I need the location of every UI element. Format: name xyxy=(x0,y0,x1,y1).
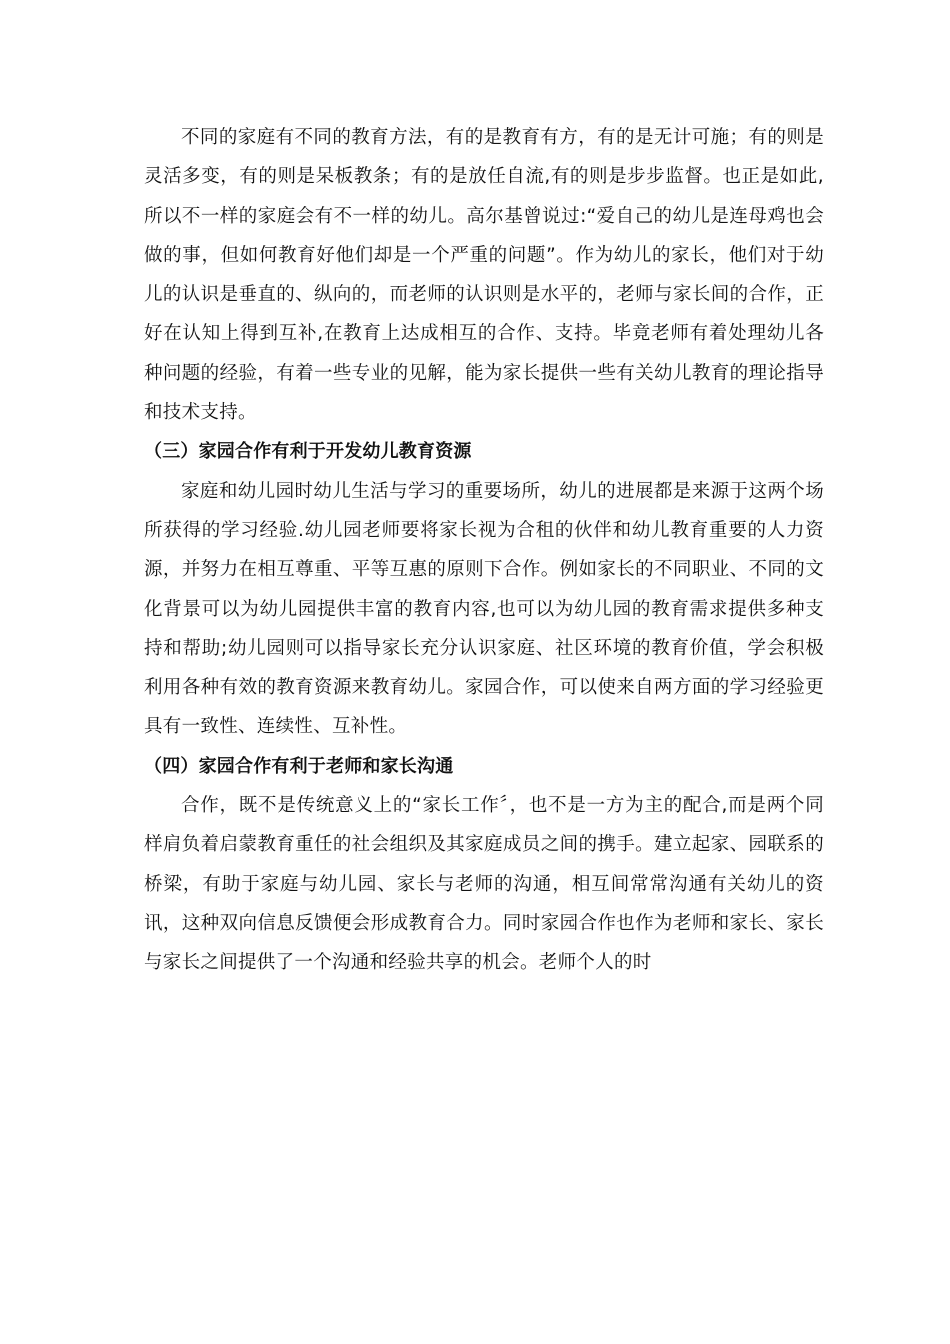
paragraph-family-education-methods: 不同的家庭有不同的教育方法，有的是教育有方，有的是无计可施；有的则是灵活多变，有的则是呆板教条；有的是放任自流,有的则是步步监督。也正是如此,所以不一样的家庭会有不一样的幼儿。高尔基曾说过:“爱自己的幼儿是连母鸡也会做的事，但如何教育好他们却是一个严重的问题”。作为幼儿的家长，他们对于幼儿的认识是垂直的、纵向的，而老师的认识则是水平的，老师与家长间的合作，正好在认知上得到互补,在教育上达成相互的合作、支持。毕竟老师有着处理幼儿各种问题的经验，有着一些专业的见解，能为家长提供一些有关幼儿教育的理论指导和技术支持。 xyxy=(144,127,824,424)
paragraph-teacher-parent-communication: 合作，既不是传统意义上的“家长工作〞，也不是一方为主的配合,而是两个同样肩负着启蒙教育重任的社会组织及其家庭成员之间的携手。建立起家、园联系的桥梁，有助于家庭与幼儿园、家长与老师的沟通，相互间常常沟通有关幼儿的资讯，这种双向信息反馈便会形成教育合力。同时家园合作也作为老师和家长、家长与家长之间提供了一个沟通和经验共享的机会。老师个人的时 xyxy=(144,795,824,974)
document-body xyxy=(144,118,824,983)
section-heading-4: （四）家园合作有利于老师和家长沟通 xyxy=(144,755,454,777)
section-heading-3: （三）家园合作有利于开发幼儿教育资源 xyxy=(144,441,472,463)
paragraph-education-resources: 家庭和幼儿园时幼儿生活与学习的重要场所，幼儿的进展都是来源于这两个场所获得的学习经验.幼儿园老师要将家长视为合租的伙伴和幼儿教育重要的人力资源，并努力在相互尊重、平等互惠的原则下合作。例如家长的不同职业、不同的文化背景可以为幼儿园提供丰富的教育内容,也可以为幼儿园的教育需求提供多种支持和帮助;幼儿园则可以指导家长充分认识家庭、社区环境的教育价值，学会积极利用各种有效的教育资源来教育幼儿。家园合作，可以使来自两方面的学习经验更具有一致性、连续性、互补性。 xyxy=(144,480,824,738)
